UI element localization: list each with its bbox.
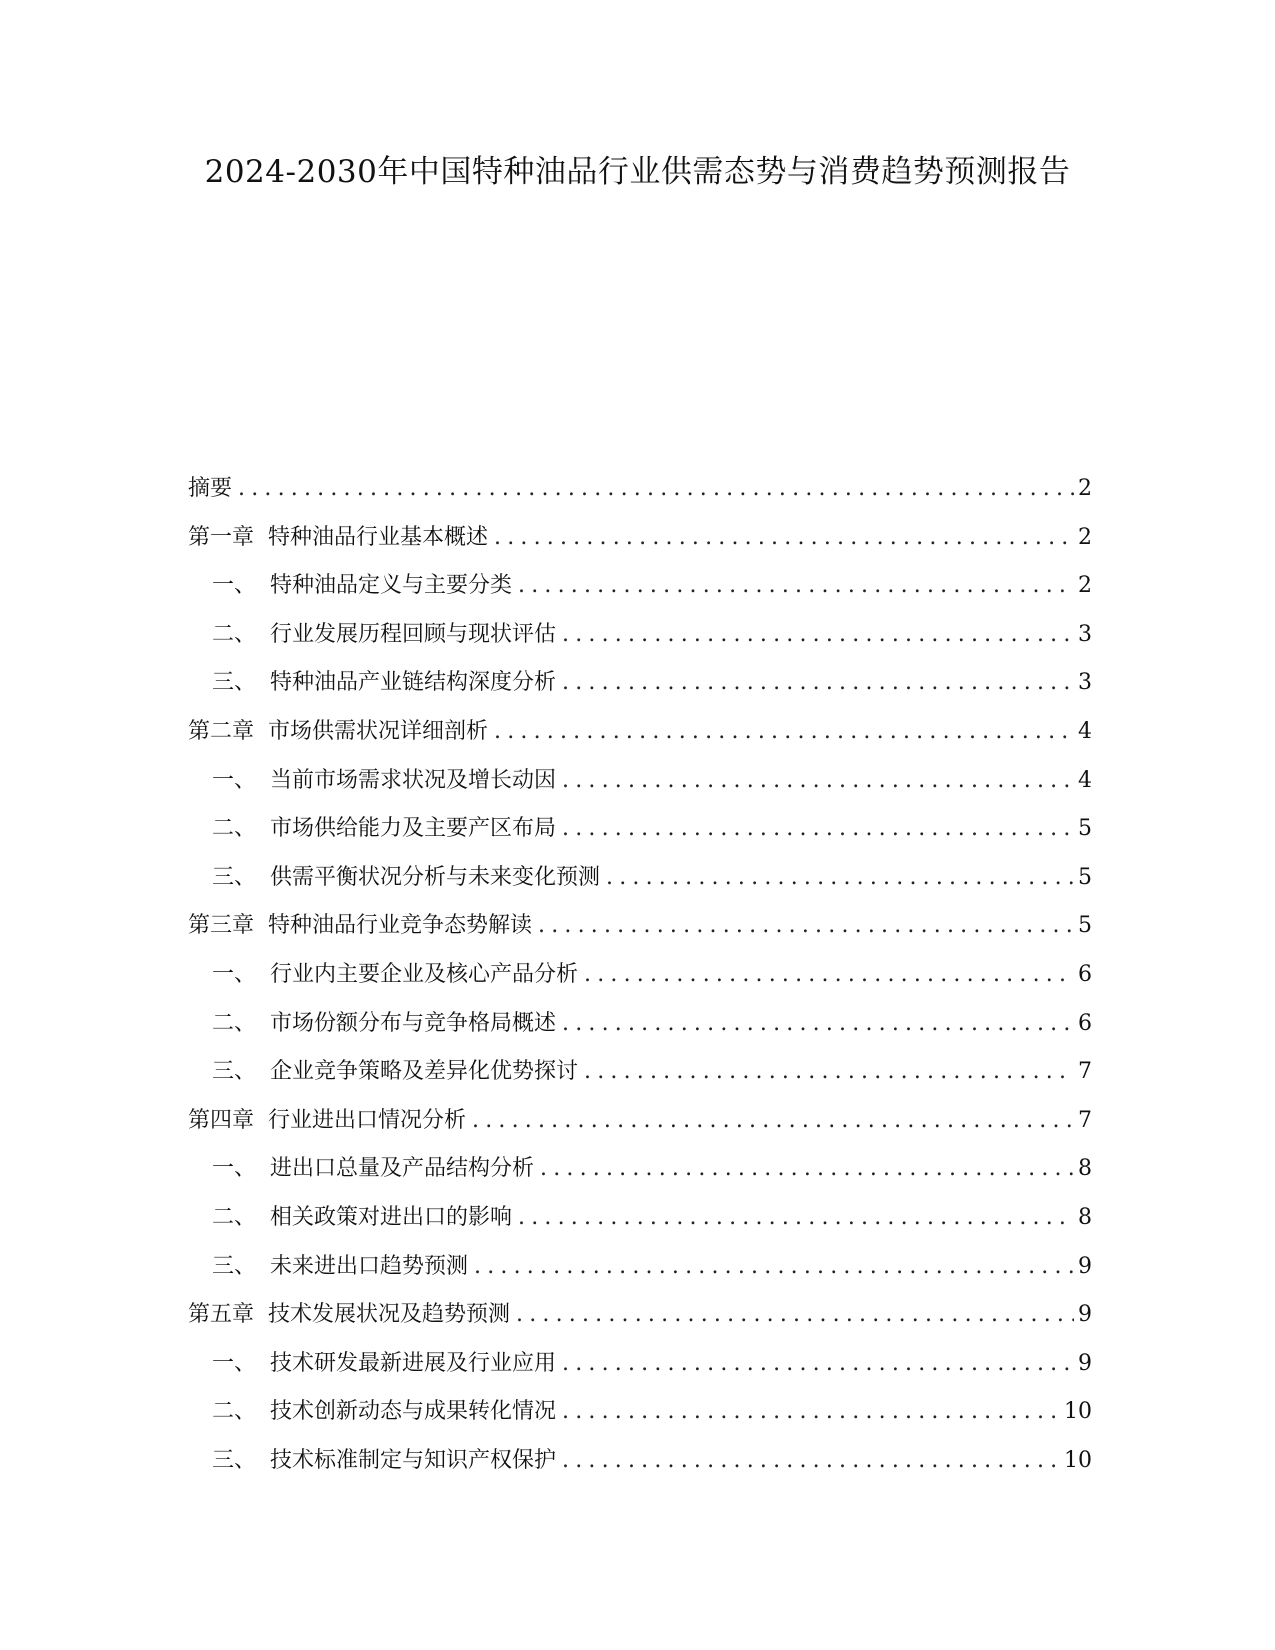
toc-entry-text: 第五章 技术发展状况及趋势预测 [188,1302,510,1328]
toc-leader-dots [562,1009,1074,1039]
toc-page-number: 6 [1078,1010,1092,1036]
toc-page-number: 9 [1078,1253,1092,1279]
toc-entry[interactable] [188,1446,1092,1495]
toc-entry[interactable] [188,1106,1092,1155]
toc-entry-text: 二、 市场供给能力及主要产区布局 [212,816,556,842]
toc-leader-dots [606,863,1074,893]
toc-entry[interactable] [188,863,1092,912]
toc-page-number: 3 [1078,670,1092,696]
table-of-contents [188,474,1092,1494]
toc-leader-dots [562,620,1074,650]
toc-page-number: 10 [1064,1399,1092,1425]
toc-leader-dots [540,1154,1074,1184]
toc-page-number: 2 [1078,524,1092,550]
toc-page-number: 6 [1078,961,1092,987]
toc-entry-text: 一、 行业内主要企业及核心产品分析 [212,961,578,987]
toc-leader-dots [238,474,1074,504]
toc-page-number: 7 [1078,1107,1092,1133]
toc-entry-text: 第三章 特种油品行业竞争态势解读 [188,913,532,939]
toc-entry-text: 一、 进出口总量及产品结构分析 [212,1156,534,1182]
toc-entry[interactable] [188,571,1092,620]
toc-page-number: 5 [1078,864,1092,890]
toc-entry[interactable] [188,620,1092,669]
toc-leader-dots [562,1397,1060,1427]
toc-entry-text: 二、 相关政策对进出口的影响 [212,1204,512,1230]
toc-entry-text: 三、 供需平衡状况分析与未来变化预测 [212,864,600,890]
toc-entry[interactable] [188,1057,1092,1106]
toc-leader-dots [474,1252,1074,1282]
toc-leader-dots [518,571,1074,601]
toc-entry[interactable] [188,911,1092,960]
toc-entry-text: 一、 特种油品定义与主要分类 [212,573,512,599]
toc-entry-text: 二、 技术创新动态与成果转化情况 [212,1399,556,1425]
toc-page-number: 10 [1064,1447,1092,1473]
toc-entry[interactable] [188,1252,1092,1301]
toc-entry-text: 第二章 市场供需状况详细剖析 [188,718,488,744]
toc-entry-text: 三、 技术标准制定与知识产权保护 [212,1447,556,1473]
toc-page-number: 7 [1078,1059,1092,1085]
toc-entry-text: 二、 行业发展历程回顾与现状评估 [212,621,556,647]
toc-entry[interactable] [188,474,1092,523]
toc-leader-dots [584,1057,1074,1087]
toc-leader-dots [472,1106,1074,1136]
toc-page-number: 5 [1078,913,1092,939]
toc-entry[interactable] [188,1300,1092,1349]
toc-entry-text: 三、 未来进出口趋势预测 [212,1253,468,1279]
toc-leader-dots [538,911,1074,941]
toc-page-number: 3 [1078,621,1092,647]
toc-leader-dots [494,523,1074,553]
toc-leader-dots [562,814,1074,844]
toc-page-number: 8 [1078,1204,1092,1230]
toc-entry[interactable] [188,1203,1092,1252]
toc-entry-text: 第四章 行业进出口情况分析 [188,1107,466,1133]
toc-entry[interactable] [188,960,1092,1009]
toc-entry-text: 一、 技术研发最新进展及行业应用 [212,1350,556,1376]
toc-entry[interactable] [188,523,1092,572]
toc-entry-text: 第一章 特种油品行业基本概述 [188,524,488,550]
toc-leader-dots [516,1300,1074,1330]
toc-page-number: 9 [1078,1350,1092,1376]
toc-entry-text: 三、 企业竞争策略及差异化优势探讨 [212,1059,578,1085]
toc-entry[interactable] [188,1397,1092,1446]
toc-entry[interactable] [188,717,1092,766]
toc-entry-text: 三、 特种油品产业链结构深度分析 [212,670,556,696]
toc-entry[interactable] [188,668,1092,717]
toc-entry[interactable] [188,1009,1092,1058]
toc-entry[interactable] [188,1349,1092,1398]
toc-page-number: 2 [1078,573,1092,599]
toc-entry-text: 摘要 [188,476,233,501]
document-title: 2024-2030年中国特种油品行业供需态势与消费趋势预测报告 [204,154,1071,190]
toc-leader-dots [518,1203,1074,1233]
toc-entry-text: 一、 当前市场需求状况及增长动因 [212,767,556,793]
toc-page-number: 4 [1078,718,1092,744]
toc-entry[interactable] [188,814,1092,863]
toc-page-number: 8 [1078,1156,1092,1182]
toc-page-number: 9 [1078,1302,1092,1328]
toc-page-number: 2 [1078,476,1092,501]
toc-leader-dots [562,766,1074,796]
toc-entry[interactable] [188,766,1092,815]
toc-leader-dots [584,960,1074,990]
toc-page-number: 5 [1078,816,1092,842]
toc-leader-dots [562,668,1074,698]
toc-page-number: 4 [1078,767,1092,793]
toc-entry-text: 二、 市场份额分布与竞争格局概述 [212,1010,556,1036]
toc-leader-dots [494,717,1074,747]
toc-leader-dots [562,1349,1074,1379]
toc-leader-dots [562,1446,1060,1476]
toc-entry[interactable] [188,1154,1092,1203]
